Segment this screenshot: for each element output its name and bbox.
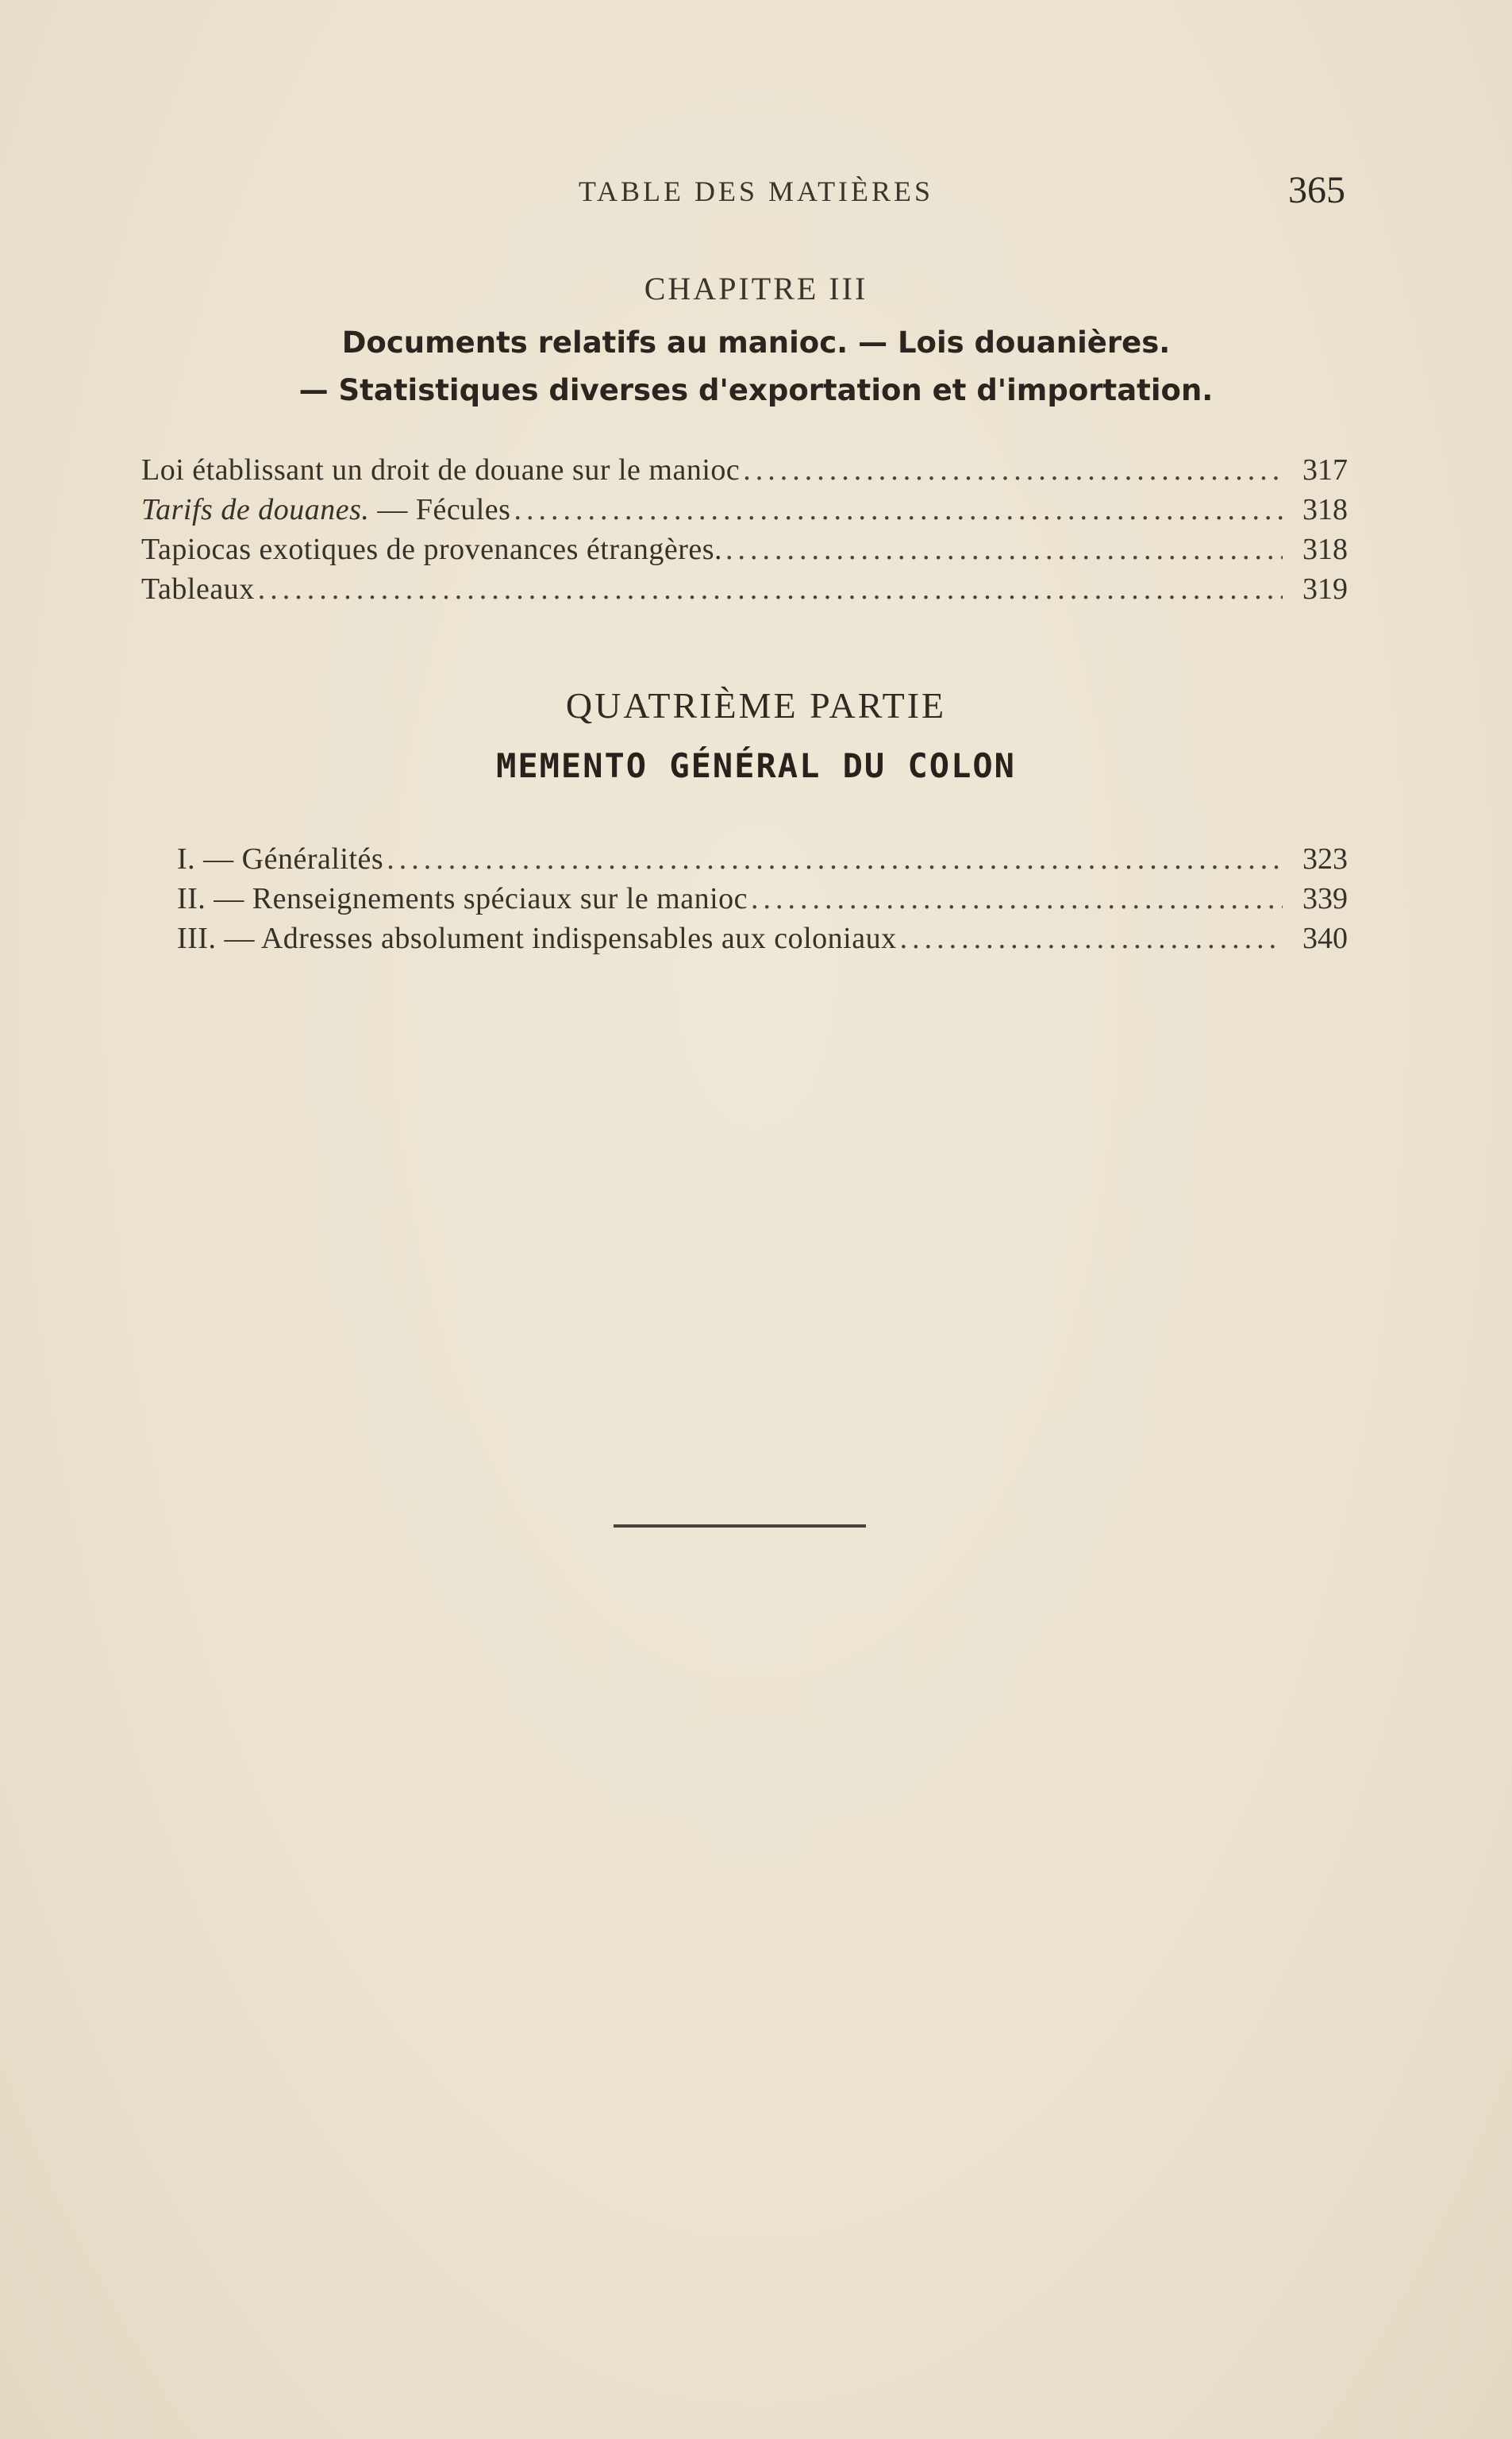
toc-entry: [141, 572, 1348, 611]
toc-entry: [141, 532, 1348, 572]
toc-entry: [177, 842, 1348, 881]
toc-entry-label: I. — Généralités: [177, 842, 384, 876]
toc-entry: [177, 881, 1348, 921]
toc-leader-dots: [258, 572, 1283, 607]
chapter-label: CHAPITRE III: [644, 271, 868, 306]
toc-entry-label-italic: Tarifs de douanes.: [141, 493, 370, 526]
toc-entry-label: Loi établissant un droit de douane sur le manioc: [141, 453, 741, 487]
toc-entry-page: 323: [1302, 842, 1348, 876]
chapter-subtitle-line-2: — Statistiques diverses d'exportation et d'importation.: [298, 373, 1214, 407]
toc-leader-dots: [900, 921, 1283, 956]
toc-entry-page: 317: [1302, 453, 1348, 487]
toc-leader-dots: [751, 881, 1283, 916]
toc-entry-label: II. — Renseignements spéciaux sur le manioc: [177, 882, 748, 915]
toc-entry-page: 339: [1302, 882, 1348, 915]
toc-entry: [177, 921, 1348, 961]
toc-entry-page: 318: [1302, 493, 1348, 526]
toc-entry: [141, 453, 1348, 492]
section-end-rule: [614, 1524, 866, 1528]
toc-leader-dots: [725, 532, 1283, 567]
toc-entry-label: III. — Adresses absolument indispensables aux coloniaux: [177, 922, 897, 955]
toc-entry-label: Tableaux: [141, 572, 255, 606]
toc-entry-label: Tapiocas exotiques de provenances étrangères.: [141, 533, 723, 566]
chapter-subtitle-line-1: Documents relatifs au manioc. — Lois douanières.: [341, 326, 1171, 360]
part-label: QUATRIÈME PARTIE: [565, 685, 947, 726]
page-number: 365: [1288, 169, 1345, 211]
toc-entry-page: 340: [1302, 922, 1348, 955]
part-title: MEMENTO GÉNÉRAL DU COLON: [496, 746, 1016, 785]
toc-leader-dots: [514, 492, 1283, 527]
toc-entry-page: 319: [1302, 572, 1348, 606]
toc-entry: [141, 492, 1348, 532]
toc-entry-label: [141, 492, 510, 527]
toc-leader-dots: [387, 842, 1283, 877]
toc-leader-dots: [743, 453, 1283, 487]
toc-entry-label-rest: — Fécules: [369, 493, 511, 526]
toc-entry-page: 318: [1302, 533, 1348, 566]
running-header-title: TABLE DES MATIÈRES: [578, 175, 934, 207]
